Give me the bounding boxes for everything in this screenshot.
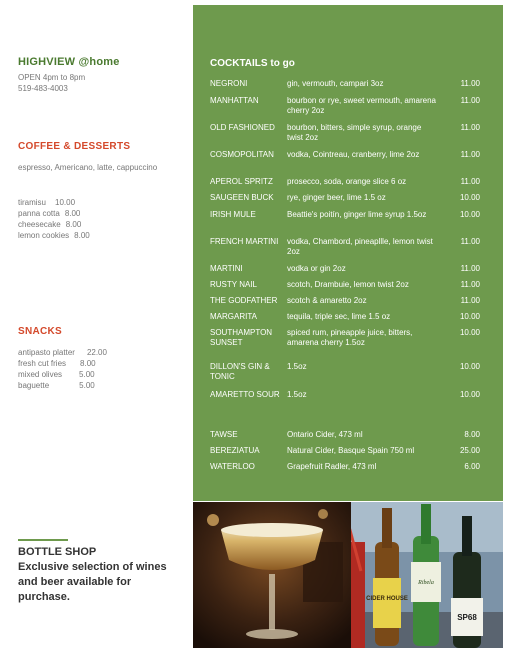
cocktail-price: 10.00	[459, 312, 480, 321]
item-name: panna cotta	[18, 209, 60, 218]
item-price: 22.00	[86, 348, 107, 357]
item-name: lemon cookies	[18, 231, 70, 240]
cocktail-photo	[193, 502, 351, 648]
list-item	[18, 208, 90, 219]
cocktail-name: MARTINI	[210, 264, 243, 273]
item-price: 5.00	[79, 381, 95, 390]
cocktail-name: OLD FASHIONED	[210, 123, 275, 132]
cocktail-name: RUSTY NAIL	[210, 280, 257, 289]
item-price: 8.00	[64, 209, 81, 218]
cocktail-name: FRENCH MARTINI	[210, 237, 279, 246]
coffee-heading: COFFEE & DESSERTS	[18, 141, 131, 152]
cocktail-desc: vodka or gin 2oz	[287, 264, 346, 273]
cocktail-desc: 1.5oz	[287, 390, 307, 399]
cocktail-desc: bourbon, bitters, simple syrup, orange twist 2oz	[287, 123, 422, 142]
snack-list	[18, 347, 107, 391]
bottle-shop-title: BOTTLE SHOP	[18, 546, 97, 558]
item-price: 8.00	[74, 231, 90, 240]
cocktail-price: 11.00	[460, 237, 480, 246]
cocktail-name: IRISH MULE	[210, 210, 256, 219]
cocktail-desc: 1.5oz	[287, 362, 307, 371]
cocktail-name: NEGRONI	[210, 79, 248, 88]
menu-page	[2, 2, 502, 648]
list-item	[18, 197, 90, 208]
cocktail-panel	[193, 5, 503, 501]
cocktail-desc: Beattie's poitín, ginger lime syrup 1.5oz	[287, 210, 427, 219]
cocktail-price: 11.00	[460, 177, 480, 186]
list-item	[18, 347, 107, 358]
brand-title: HIGHVIEW @home	[18, 56, 120, 68]
cocktail-price: 10.00	[459, 210, 480, 219]
cocktail-price: 11.00	[460, 96, 480, 105]
drink-price: 6.00	[464, 462, 480, 471]
cocktail-desc: vodka, Cointreau, cranberry, lime 2oz	[287, 150, 420, 159]
beer-bottles-photo	[351, 502, 503, 648]
list-item	[18, 380, 107, 391]
bottle-label-2: Ribela	[418, 580, 434, 586]
cocktail-desc: spiced rum, pineapple juice, bitters, amarena cherry 1.5oz	[287, 328, 413, 347]
hours-block	[18, 72, 85, 94]
opening-hours: OPEN 4pm to 8pm	[18, 73, 86, 82]
list-item	[18, 369, 107, 380]
bottle-shop-text: Exclusive selection of wines and beer available for purchase.	[18, 561, 167, 603]
item-name: baguette	[18, 381, 50, 390]
left-column	[2, 2, 192, 648]
cocktail-price: 10.00	[459, 390, 480, 399]
cocktail-name: MARGARITA	[210, 312, 257, 321]
item-price: 8.00	[80, 359, 96, 368]
cocktail-price: 11.00	[460, 264, 480, 273]
cocktail-name: SOUTHAMPTON SUNSET	[210, 328, 273, 347]
cocktail-desc: bourbon or rye, sweet vermouth, amarena cherry 2oz	[287, 96, 436, 115]
cocktail-desc: rye, ginger beer, lime 1.5 oz	[287, 193, 386, 202]
drink-desc: Grapefruit Radler, 473 ml	[287, 462, 377, 471]
item-price: 10.00	[55, 198, 76, 207]
cocktail-name: COSMOPOLITAN	[210, 150, 274, 159]
drink-name: BEREZIATUA	[210, 446, 260, 455]
item-price: 5.00	[79, 370, 95, 379]
list-item	[18, 358, 107, 369]
cocktail-desc: vodka, Chambord, pineapllle, lemon twist 2oz	[287, 237, 433, 256]
cocktail-desc: tequila, triple sec, lime 1.5 oz	[287, 312, 391, 321]
cocktail-name: APEROL SPRITZ	[210, 177, 273, 186]
item-price: 8.00	[65, 220, 82, 229]
item-name: cheesecake	[18, 220, 61, 229]
list-item	[18, 219, 90, 230]
drink-name: TAWSE	[210, 430, 238, 439]
cocktail-name: THE GODFATHER	[210, 296, 278, 305]
cocktail-name: SAUGEEN BUCK	[210, 193, 274, 202]
bottle-label-3: SP68	[457, 613, 477, 622]
cocktails-heading: COCKTAILS to go	[210, 58, 295, 69]
snacks-heading: SNACKS	[18, 326, 63, 337]
list-item	[18, 230, 90, 241]
coffee-description: espresso, Americano, latte, cappuccino	[18, 163, 158, 172]
item-name: antipasto platter	[18, 348, 75, 357]
item-name: fresh cut fries	[18, 359, 67, 368]
cocktail-name: MANHATTAN	[210, 96, 259, 105]
cocktail-name: DILLON'S GIN & TONIC	[210, 362, 270, 381]
cocktail-name: AMARETTO SOUR	[210, 390, 280, 399]
cocktail-price: 10.00	[459, 362, 480, 371]
cocktail-price: 11.00	[460, 123, 480, 132]
cocktail-desc: prosecco, soda, orange slice 6 oz	[287, 177, 407, 186]
cocktail-price: 10.00	[459, 193, 480, 202]
cocktail-price: 11.00	[460, 280, 480, 289]
cocktail-price: 10.00	[459, 328, 480, 337]
bottle-shop-block	[18, 545, 178, 605]
drink-name: WATERLOO	[210, 462, 255, 471]
cocktail-desc: scotch & amaretto 2oz	[287, 296, 367, 305]
cocktail-price: 11.00	[460, 150, 480, 159]
drink-price: 8.00	[464, 430, 480, 439]
item-name: mixed olives	[18, 370, 63, 379]
item-name: tiramisu	[18, 198, 47, 207]
photo-strip	[193, 502, 503, 648]
dessert-list	[18, 197, 90, 241]
drink-desc: Ontario Cider, 473 ml	[287, 430, 363, 439]
bottle-shop-divider	[18, 539, 68, 541]
cocktail-price: 11.00	[460, 296, 480, 305]
drink-price: 25.00	[459, 446, 480, 455]
drink-desc: Natural Cider, Basque Spain 750 ml	[287, 446, 415, 455]
cocktail-desc: gin, vermouth, campari 3oz	[287, 79, 384, 88]
bottle-label-1: CIDER HOUSE	[366, 596, 408, 602]
phone-number[interactable]: 519-483-4003	[18, 84, 68, 93]
cocktail-price: 11.00	[460, 79, 480, 88]
cocktail-desc: scotch, Drambuie, lemon twist 2oz	[287, 280, 409, 289]
